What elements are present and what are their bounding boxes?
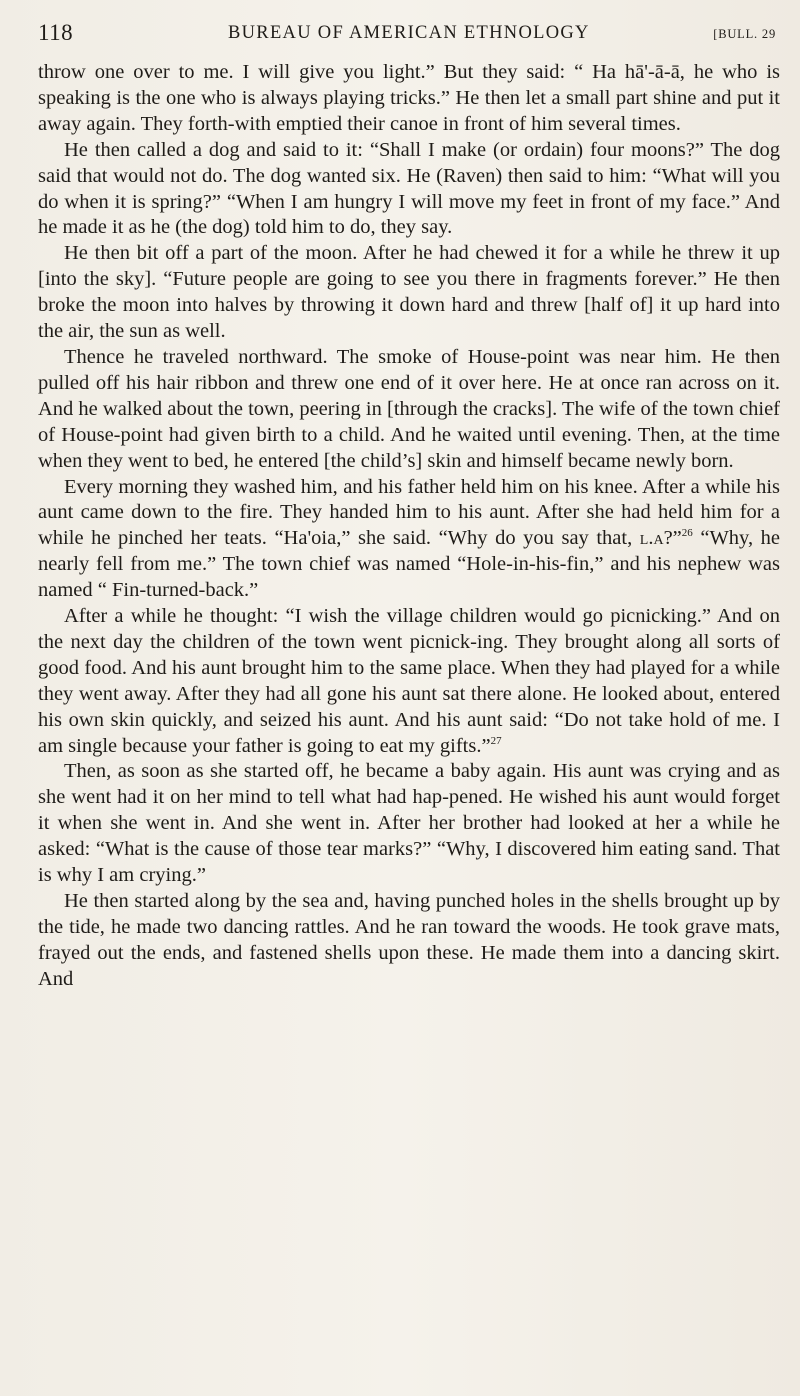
paragraph-4: Thence he traveled northward. The smoke of House-point was near him. He then pulled off his hair ribbon and threw one end of it over here. He at once ran across on it. And he walked about the town, peering in [through the cracks]. The wife of the town chief of House-point had given birth to a child. And he waited until evening. Then, at the time when they went to bed, he entered [the child’s] skin and himself became newly born. — [38, 345, 780, 472]
paragraph-3: He then bit off a part of the moon. After he had chewed it for a while he threw it up [into the sky]. “Future people are going to see you there in fragments forever.” He then broke the moon into halves by throwing it down hard and threw [half of] it up hard into the air, the sun as well. — [38, 242, 780, 343]
body-text — [38, 60, 780, 993]
bulletin-number: [BULL. 29 — [713, 27, 776, 41]
paragraph-5-text-mid: ?” — [663, 527, 682, 550]
running-title: BUREAU OF AMERICAN ETHNOLOGY — [228, 23, 590, 43]
paragraph-2: He then called a dog and said to it: “Shall I make (or ordain) four moons?” The dog said that would not do. The dog wanted six. He (Raven) then said to him: “What will you do when it is spring?” “When I am hungry I will move my feet in front of my face.” And he made it as he (the dog) told him to do, they say. — [38, 138, 780, 239]
page-number: 118 — [38, 20, 74, 45]
footnote-marker-27[interactable]: 27 — [490, 734, 502, 747]
paragraph-5 — [38, 475, 780, 605]
paragraph-1: throw one over to me. I will give you light.” But they said: “ Ha hā'-ā-ā, he who is speaking is the one who is always playing tricks.” He then let a small part shine and put it away again. They forth-with emptied their canoe in front of him several times. — [38, 61, 780, 135]
small-caps-word: l.a — [639, 527, 664, 550]
paragraph-7: Then, as soon as she started off, he became a baby again. His aunt was crying and as she went had it on her mind to tell what had hap-pened. He wished his aunt would forget it when she went in. And she went in. After her brother had looked at her a while he asked: “What is the cause of those tear marks?” “Why, I discovered him eating sand. That is why I am crying.” — [38, 760, 780, 887]
footnote-marker-26[interactable]: 26 — [681, 527, 693, 540]
paragraph-5-text-after: “Why, he nearly fell from me.” The town chief was named “Hole-in-his-fin,” and his nephew was named “ Fin-turned-back.” — [38, 527, 780, 602]
paragraph-8: He then started along by the sea and, having punched holes in the shells brought up by the tide, he made two dancing rattles. And he ran toward the woods. He took grave mats, frayed out the ends, and fastened shells upon these. He made them into a dancing skirt. And — [38, 890, 780, 990]
paragraph-5-text-before: Every morning they washed him, and his father held him on his knee. After a while his aunt came down to the fire. They handed him to his aunt. After she had held him for a while he pinched her teats. “Ha'oia,” she said. “Why do you say that, — [38, 475, 780, 550]
paragraph-6 — [38, 604, 780, 759]
paragraph-6-text: After a while he thought: “I wish the village children would go picnicking.” And on the next day the children of the town went picnick-ing. They brought along all sorts of good food. And his aunt brought him to the same place. When they had played for a while they went away. After they had all gone his aunt sat there alone. He looked about, entered his own skin quickly, and seized his aunt. And his aunt said: “Do not take hold of me. I am single because your father is going to eat my gifts.” — [38, 605, 780, 757]
running-head — [38, 20, 778, 50]
